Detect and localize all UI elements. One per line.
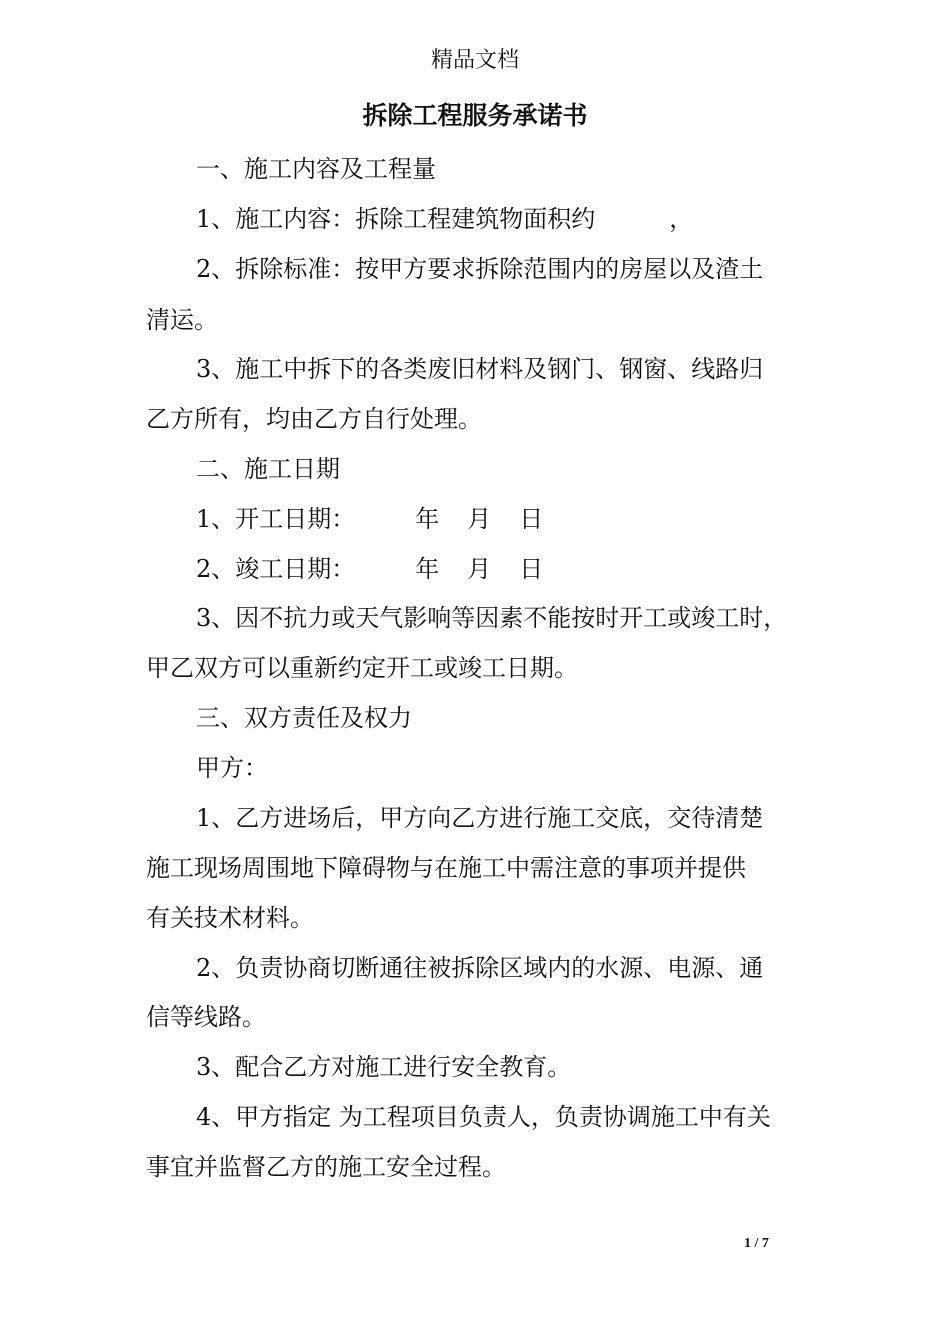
paragraph-line: 2、拆除标准：按甲方要求拆除范围内的房屋以及渣土 xyxy=(196,255,764,283)
paragraph-line: 3、施工中拆下的各类废旧材料及钢门、钢窗、线路归 xyxy=(196,355,764,383)
paragraph-line: 甲乙双方可以重新约定开工或竣工日期。 xyxy=(146,654,578,682)
paragraph-line: 1、乙方进场后，甲方向乙方进行施工交底，交待清楚 xyxy=(196,804,764,832)
page-number: 1 / 7 xyxy=(744,1236,769,1251)
paragraph-line xyxy=(196,202,693,236)
paragraph-line: 2、负责协商切断通往被拆除区域内的水源、电源、通 xyxy=(196,954,764,982)
paragraph-line: 施工现场周围地下障碍物与在施工中需注意的事项并提供 xyxy=(146,854,746,882)
month-label: 月 xyxy=(467,505,492,533)
paragraph-line: 3、因不抗力或天气影响等因素不能按时开工或竣工时， xyxy=(196,604,788,632)
start-date-line xyxy=(196,502,543,536)
section-heading-1: 一、施工内容及工程量 xyxy=(196,155,436,183)
text-segment: 2、竣工日期： xyxy=(196,555,356,583)
paragraph-line: 3、配合乙方对施工进行安全教育。 xyxy=(196,1053,572,1081)
paragraph-line: 信等线路。 xyxy=(146,1003,266,1031)
paragraph-line: 乙方所有，均由乙方自行处理。 xyxy=(146,405,482,433)
paragraph-line: 清运。 xyxy=(146,306,218,334)
document-title: 拆除工程服务承诺书 xyxy=(362,101,588,130)
year-label: 年 xyxy=(415,505,440,533)
section-heading-2: 二、施工日期 xyxy=(196,455,340,483)
party-a-heading: 甲方： xyxy=(196,754,268,782)
paragraph-line: 4、甲方指定 为工程项目负责人，负责协调施工中有关 xyxy=(196,1103,771,1131)
paragraph-line: 事宜并监督乙方的施工安全过程。 xyxy=(146,1153,506,1181)
text-segment: 1、开工日期： xyxy=(196,505,356,533)
day-label: 日 xyxy=(519,505,544,533)
section-heading-3: 三、双方责任及权力 xyxy=(196,704,412,732)
page-header: 精品文档 xyxy=(430,48,519,73)
day-label: 日 xyxy=(519,555,544,583)
paragraph-line: 有关技术材料。 xyxy=(146,904,314,932)
text-segment: 1、施工内容：拆除工程建筑物面积约 xyxy=(196,205,596,233)
completion-date-line xyxy=(196,552,543,586)
year-label: 年 xyxy=(415,555,440,583)
text-segment: ， xyxy=(669,205,694,233)
month-label: 月 xyxy=(467,555,492,583)
